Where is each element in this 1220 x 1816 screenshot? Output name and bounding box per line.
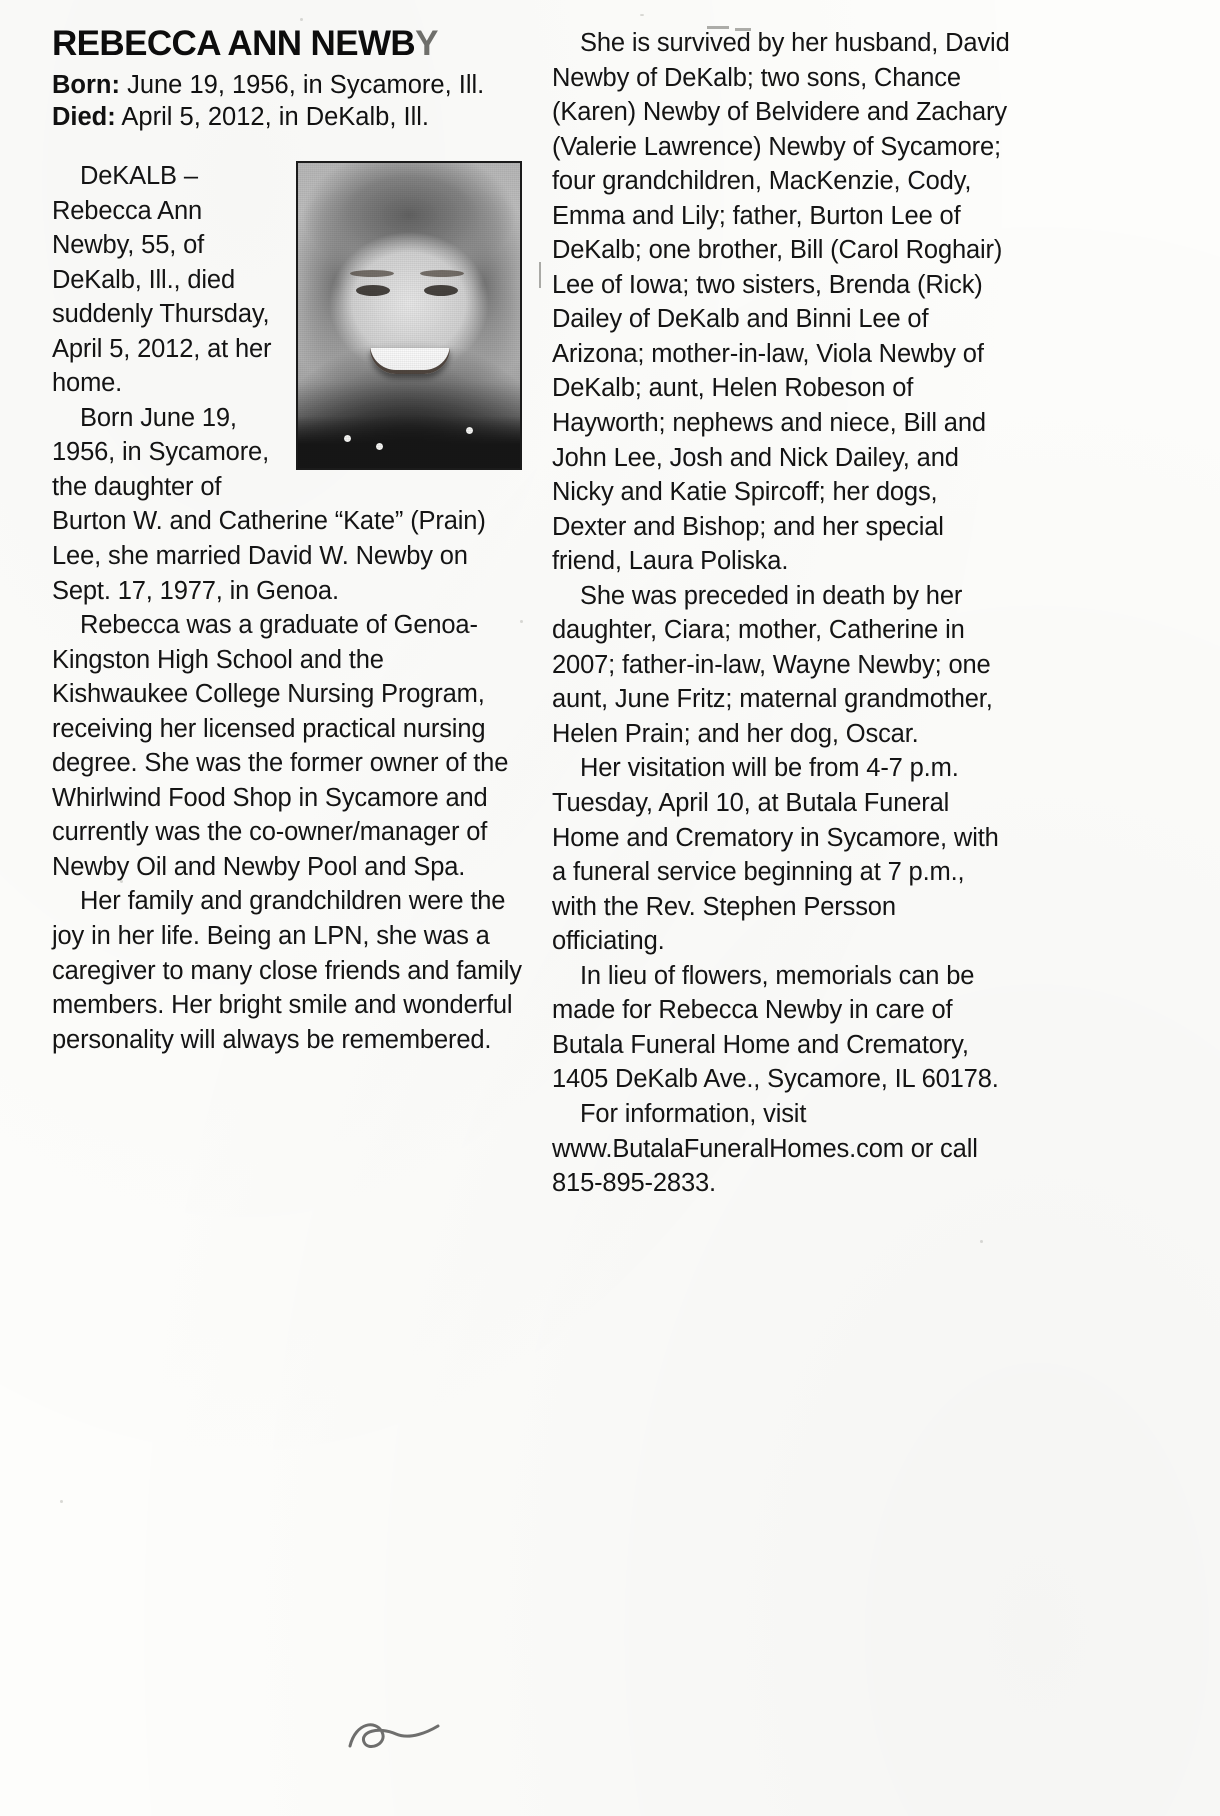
paragraph: Her visitation will be from 4-7 p.m. Tuesday, April 10, at Butala Funeral Home and Crematory in Sycamore, with a funeral service beginning at 7 p.m., with the Rev. Stephen Persson officiating.	[552, 754, 999, 956]
scan-speck	[640, 14, 644, 16]
left-column	[52, 26, 522, 1057]
paragraph: Her family and grandchildren were the joy in her life. Being an LPN, she was a caregiver to many close friends and family members. Her bright smile and wonderful personality will always be remembered.	[52, 887, 522, 1054]
page-title	[52, 26, 522, 63]
paragraph: For information, visit www.ButalaFuneralHomes.com or call 815-895-2833.	[552, 1099, 978, 1198]
paragraph: She was preceded in death by her daughter, Ciara; mother, Catherine in 2007; father-in-law, Wayne Newby; one aunt, June Fritz; maternal grandmother, Helen Prain; and her dog, Oscar.	[552, 581, 993, 748]
paragraph: Rebecca was a graduate of Genoa-Kingston High School and the Kishwaukee College Nursing Program, receiving her licensed practical nursing degree. She was the former owner of the Whirlwind Food Shop in Sycamore and currently was the co-owner/manager of Newby Oil and Newby Pool and Spa.	[52, 611, 509, 881]
paragraph: Born June 19, 1956, in Sycamore, the daughter of Burton W. and Catherine “Kate” (Prain) Lee, she married David W. Newby on Sept. 17, 1977, in Genoa.	[52, 403, 486, 605]
column-divider	[539, 262, 541, 288]
portrait-photo	[296, 161, 522, 470]
scan-speck	[300, 18, 303, 21]
paragraph: DeKALB – Rebecca Ann Newby, 55, of DeKalb, Ill., died suddenly Thursday, April 5, 2012, at her home.	[52, 162, 272, 398]
headline-main: REBECCA ANN NEWB	[52, 24, 416, 63]
died-value: April 5, 2012, in DeKalb, Ill.	[115, 102, 430, 131]
born-line	[52, 69, 522, 101]
vital-stats	[52, 69, 522, 133]
obituary-clipping	[52, 26, 1062, 1766]
paragraph: In lieu of flowers, memorials can be made for Rebecca Newby in care of Butala Funeral Home and Crematory, 1405 DeKalb Ave., Sycamore, IL 60178.	[552, 961, 999, 1094]
born-value: June 19, 1956, in Sycamore, Ill.	[119, 70, 485, 99]
died-label: Died:	[52, 102, 116, 131]
handwritten-mark	[342, 1712, 462, 1756]
died-line	[52, 101, 522, 133]
paragraph: She is survived by her husband, David Newby of DeKalb; two sons, Chance (Karen) Newby of Belvidere and Zachary (Valerie Lawrence) Newby of Sycamore; four grandchildren, MacKenzie, Cody, Emma and Lily; father, Burton Lee of DeKalb; one brother, Bill (Carol Roghair) Lee of Iowa; two sisters, Brenda (Rick) Dailey of DeKalb and Binni Lee of Arizona; mother-in-law, Viola Newby of DeKalb; aunt, Helen Robeson of Hayworth; nephews and niece, Bill and John Lee, Josh and Nick Dailey, and Nicky and Katie Spircoff; her dogs, Dexter and Bishop; and her special friend, Laura Poliska.	[552, 29, 1010, 576]
right-column	[552, 26, 1012, 1201]
born-label: Born:	[52, 70, 120, 99]
portrait-grain	[298, 163, 520, 468]
headline-faded-letter: Y	[415, 24, 438, 63]
